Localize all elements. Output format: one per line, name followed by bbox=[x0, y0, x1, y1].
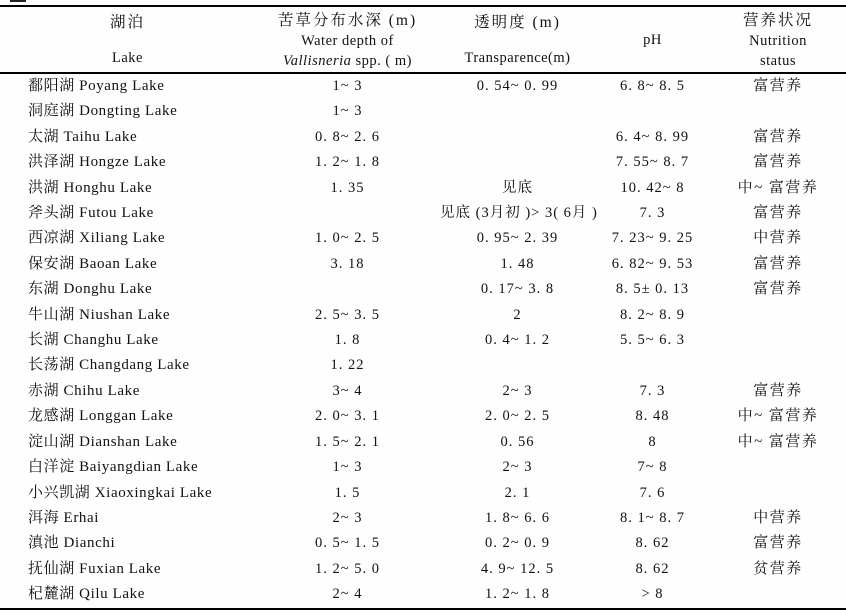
cell-lake-name: 保安湖 Baoan Lake bbox=[28, 255, 158, 272]
cell-ph: 8 bbox=[648, 433, 657, 450]
cell-transparency bbox=[440, 150, 595, 175]
cell-nutrition-status: 富营养 bbox=[753, 255, 803, 272]
cell-ph: 8. 5± 0. 13 bbox=[615, 281, 690, 298]
table-row bbox=[0, 353, 846, 378]
cell-transparency: 0. 4~ 1. 2 bbox=[485, 332, 550, 349]
cell-lake-name: 淀山湖 Dianshan Lake bbox=[28, 433, 178, 450]
header-nutrition bbox=[710, 6, 846, 73]
cell-transparency bbox=[440, 353, 595, 378]
cell-transparency: 见底 bbox=[502, 179, 533, 196]
table-row bbox=[0, 379, 846, 404]
table-row bbox=[0, 277, 846, 302]
cell-ph: 8. 2~ 8. 9 bbox=[620, 306, 685, 323]
cell-water-depth: 1~ 3 bbox=[332, 78, 363, 94]
table-row bbox=[0, 557, 846, 582]
cell-transparency: 2 bbox=[513, 306, 522, 323]
header-ph-label: pH bbox=[643, 31, 662, 48]
cell-nutrition-status bbox=[710, 328, 846, 353]
cell-lake-name: 斧头湖 Futou Lake bbox=[28, 205, 154, 222]
cell-nutrition-status: 富营养 bbox=[753, 281, 803, 298]
table-row bbox=[0, 455, 846, 480]
cell-water-depth: 0. 5~ 1. 5 bbox=[315, 535, 380, 552]
cell-lake-name: 东湖 Donghu Lake bbox=[28, 281, 153, 298]
cell-water-depth: 1~ 3 bbox=[332, 103, 363, 120]
cell-nutrition-status bbox=[710, 303, 846, 328]
header-nutrition-zh: 营养状况 bbox=[742, 11, 813, 29]
cell-ph: 7. 3 bbox=[639, 205, 666, 222]
cell-ph: 8. 1~ 8. 7 bbox=[620, 509, 685, 526]
table-row bbox=[0, 201, 846, 226]
cell-lake-name: 小兴凯湖 Xiaoxingkai Lake bbox=[28, 484, 213, 501]
cell-ph: 7. 3 bbox=[639, 382, 666, 399]
cell-transparency: 4. 9~ 12. 5 bbox=[480, 560, 555, 577]
cell-ph: 8. 62 bbox=[635, 535, 670, 552]
table-row bbox=[0, 404, 846, 429]
cell-nutrition-status: 富营养 bbox=[753, 535, 803, 552]
cell-nutrition-status: 中~ 富营养 bbox=[737, 179, 819, 196]
header-depth-en2 bbox=[283, 51, 412, 71]
table-row bbox=[0, 303, 846, 328]
cell-transparency: 1. 2~ 1. 8 bbox=[485, 586, 550, 603]
cell-lake-name: 洪泽湖 Hongze Lake bbox=[28, 154, 167, 171]
cell-water-depth: 1. 5~ 2. 1 bbox=[315, 433, 380, 450]
table-row bbox=[0, 99, 846, 124]
cell-water-depth: 2~ 3 bbox=[332, 509, 363, 526]
cell-lake-name: 鄱阳湖 Poyang Lake bbox=[28, 78, 165, 94]
cell-water-depth: 2. 5~ 3. 5 bbox=[315, 306, 380, 323]
cell-transparency: 1. 48 bbox=[500, 255, 535, 272]
cell-nutrition-status bbox=[710, 99, 846, 124]
cell-ph bbox=[595, 353, 710, 378]
cell-lake-name: 洪湖 Honghu Lake bbox=[28, 179, 153, 196]
cell-transparency bbox=[440, 99, 595, 124]
table-row bbox=[0, 73, 846, 99]
cell-lake-name: 杞麓湖 Qilu Lake bbox=[28, 586, 145, 603]
table-row bbox=[0, 150, 846, 175]
cell-water-depth: 3. 18 bbox=[330, 255, 365, 272]
cell-nutrition-status: 中~ 富营养 bbox=[737, 408, 819, 425]
cell-water-depth: 1~ 3 bbox=[332, 459, 363, 476]
cell-water-depth: 3~ 4 bbox=[332, 382, 363, 399]
cell-transparency: 0. 2~ 0. 9 bbox=[485, 535, 550, 552]
header-lake bbox=[0, 6, 255, 73]
table-row bbox=[0, 531, 846, 556]
lakes-table bbox=[0, 5, 846, 610]
cell-ph: 7. 23~ 9. 25 bbox=[611, 230, 694, 247]
cell-water-depth: 1. 35 bbox=[330, 179, 365, 196]
cell-lake-name: 白洋淀 Baiyangdian Lake bbox=[28, 459, 199, 476]
cell-lake-name: 洞庭湖 Dongting Lake bbox=[28, 103, 178, 120]
header-transparency bbox=[440, 6, 595, 73]
table-row bbox=[0, 125, 846, 150]
cell-ph: 8. 48 bbox=[635, 408, 670, 425]
cell-lake-name: 滇池 Dianchi bbox=[28, 535, 116, 552]
cell-nutrition-status: 中营养 bbox=[753, 230, 803, 247]
cell-water-depth: 1. 0~ 2. 5 bbox=[315, 230, 380, 247]
cell-transparency: 2. 1 bbox=[504, 484, 531, 501]
cell-water-depth bbox=[255, 201, 440, 226]
cell-ph: 8. 62 bbox=[635, 560, 670, 577]
cell-nutrition-status: 中~ 富营养 bbox=[737, 433, 819, 450]
cell-nutrition-status bbox=[710, 481, 846, 506]
cell-transparency: 见底 (3月初 )> 3( 6月 ) bbox=[440, 205, 598, 222]
scan-crop-artifact bbox=[10, 0, 26, 2]
cell-transparency: 0. 95~ 2. 39 bbox=[476, 230, 559, 247]
cell-lake-name: 长湖 Changhu Lake bbox=[28, 332, 159, 349]
header-lake-zh: 湖泊 bbox=[109, 14, 145, 31]
table-row bbox=[0, 481, 846, 506]
table-row bbox=[0, 328, 846, 353]
cell-water-depth: 2. 0~ 3. 1 bbox=[315, 408, 380, 425]
table-row bbox=[0, 176, 846, 201]
cell-nutrition-status bbox=[710, 455, 846, 480]
cell-water-depth: 1. 22 bbox=[330, 357, 365, 374]
cell-ph: 6. 8~ 8. 5 bbox=[620, 78, 685, 94]
table-body bbox=[0, 73, 846, 609]
spp-suffix: spp. ( m) bbox=[351, 52, 412, 69]
cell-water-depth: 1. 8 bbox=[334, 332, 361, 349]
cell-lake-name: 长荡湖 Changdang Lake bbox=[28, 357, 190, 374]
cell-nutrition-status: 富营养 bbox=[753, 154, 803, 171]
table-header bbox=[0, 6, 846, 73]
cell-lake-name: 抚仙湖 Fuxian Lake bbox=[28, 560, 162, 577]
table-row bbox=[0, 226, 846, 251]
cell-nutrition-status: 富营养 bbox=[753, 78, 803, 94]
cell-ph bbox=[595, 99, 710, 124]
table-row bbox=[0, 430, 846, 455]
header-transparency-zh: 透明度 (m) bbox=[474, 14, 561, 31]
cell-nutrition-status: 贫营养 bbox=[753, 560, 803, 577]
cell-transparency bbox=[440, 125, 595, 150]
cell-lake-name: 龙感湖 Longgan Lake bbox=[28, 408, 174, 425]
cell-lake-name: 太湖 Taihu Lake bbox=[28, 128, 138, 145]
table-row bbox=[0, 252, 846, 277]
cell-water-depth: 1. 2~ 5. 0 bbox=[315, 560, 380, 577]
cell-nutrition-status bbox=[710, 582, 846, 608]
header-ph bbox=[595, 6, 710, 73]
cell-nutrition-status: 富营养 bbox=[753, 382, 803, 399]
cell-transparency: 0. 17~ 3. 8 bbox=[480, 281, 555, 298]
cell-transparency: 2~ 3 bbox=[502, 382, 533, 399]
cell-transparency: 1. 8~ 6. 6 bbox=[485, 509, 550, 526]
cell-ph: 10. 42~ 8 bbox=[620, 179, 685, 196]
header-lake-en: Lake bbox=[112, 50, 143, 66]
cell-lake-name: 西凉湖 Xiliang Lake bbox=[28, 230, 166, 247]
cell-nutrition-status: 中营养 bbox=[753, 509, 803, 526]
cell-water-depth: 1. 2~ 1. 8 bbox=[315, 154, 380, 171]
vallisneria-binomial: Vallisneria bbox=[283, 52, 352, 69]
header-nutrition-en2: status bbox=[759, 52, 797, 69]
cell-ph: 7. 6 bbox=[639, 484, 666, 501]
table-row bbox=[0, 506, 846, 531]
header-nutrition-en1: Nutrition bbox=[749, 32, 807, 49]
cell-lake-name: 洱海 Erhai bbox=[28, 509, 100, 526]
header-depth bbox=[255, 6, 440, 73]
cell-ph: 6. 4~ 8. 99 bbox=[615, 128, 690, 145]
cell-water-depth bbox=[255, 277, 440, 302]
cell-transparency: 0. 56 bbox=[500, 433, 535, 450]
cell-water-depth: 1. 5 bbox=[334, 484, 361, 501]
cell-ph: 7. 55~ 8. 7 bbox=[615, 154, 690, 171]
header-depth-en1: Water depth of bbox=[301, 32, 394, 49]
header-transparency-en: Transparence(m) bbox=[464, 50, 571, 66]
cell-ph: 5. 5~ 6. 3 bbox=[620, 332, 685, 349]
cell-lake-name: 赤湖 Chihu Lake bbox=[28, 382, 140, 399]
cell-ph: 7~ 8 bbox=[637, 459, 668, 476]
cell-water-depth: 2~ 4 bbox=[332, 586, 363, 603]
header-depth-zh: 苦草分布水深 (m) bbox=[277, 11, 418, 29]
cell-ph: > 8 bbox=[641, 586, 664, 603]
cell-transparency: 2~ 3 bbox=[502, 459, 533, 476]
cell-nutrition-status bbox=[710, 353, 846, 378]
table-row bbox=[0, 582, 846, 608]
cell-water-depth: 0. 8~ 2. 6 bbox=[315, 128, 380, 145]
cell-transparency: 0. 54~ 0. 99 bbox=[476, 78, 559, 94]
cell-nutrition-status: 富营养 bbox=[753, 128, 803, 145]
cell-nutrition-status: 富营养 bbox=[753, 205, 803, 222]
cell-lake-name: 牛山湖 Niushan Lake bbox=[28, 306, 171, 323]
cell-transparency: 2. 0~ 2. 5 bbox=[485, 408, 550, 425]
cell-ph: 6. 82~ 9. 53 bbox=[611, 255, 694, 272]
